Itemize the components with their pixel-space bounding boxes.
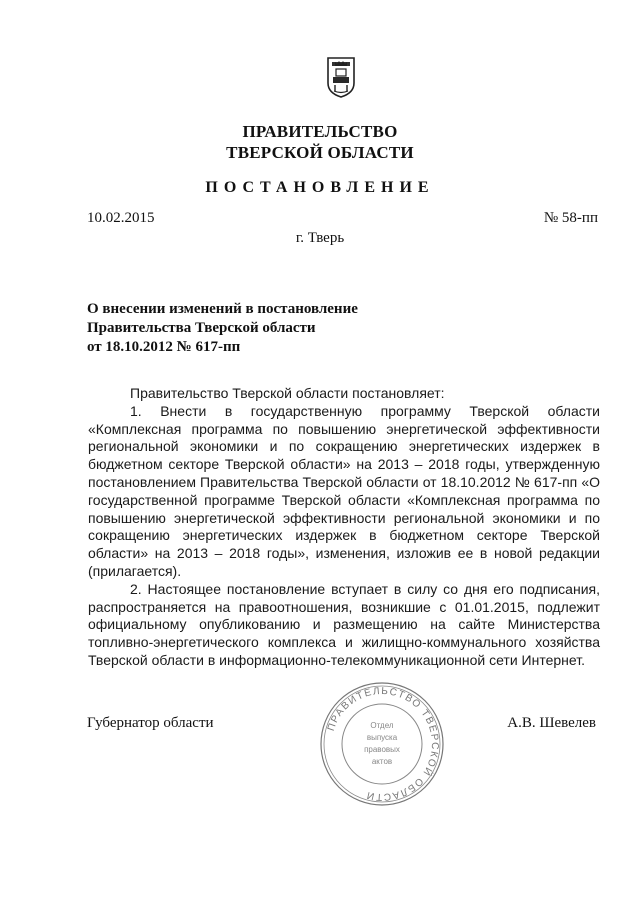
document-body [88, 385, 600, 670]
org-name-line1: ПРАВИТЕЛЬСТВО [242, 122, 398, 141]
official-seal-icon [318, 680, 446, 808]
document-date: 10.02.2015 [87, 210, 155, 226]
document-number: № 58-пп [543, 210, 598, 226]
seal-inner-text: правовых [364, 745, 400, 754]
seal-inner-text: актов [371, 757, 393, 766]
document-city: г. Тверь [295, 230, 345, 246]
document-type: ПОСТАНОВЛЕНИЕ [205, 179, 435, 196]
signer-name: А.В. Шевелев [507, 715, 596, 731]
title-line: О внесении изменений в постановление [87, 301, 358, 317]
svg-text:ПРАВИТЕЛЬСТВО ТВЕРСКОЙ ОБЛАСТИ [326, 686, 440, 802]
title-line: Правительства Тверской области [87, 320, 316, 336]
body-item-2: 2. Настоящее постановление вступает в силу со дня его подписания, распространяется на правоотношения, возникшие с 01.01.2015, подлежит официальному опубликованию и размещению на сайте Министерства топливно-энергетического комплекса и жилищно-коммунального хозяйства Тверской области в информационно-телекоммуникационной сети Интернет. [88, 580, 600, 668]
seal-ring-text: ПРАВИТЕЛЬСТВО ТВЕРСКОЙ ОБЛАСТИ [325, 685, 441, 803]
title-line: от 18.10.2012 № 617-пп [87, 339, 241, 355]
org-name-line2: ТВЕРСКОЙ ОБЛАСТИ [226, 143, 414, 162]
signer-position: Губернатор области [87, 715, 214, 731]
document-title [87, 300, 358, 357]
body-item-1: 1. Внести в государственную программу Тверской области «Комплексная программа по повышению энергетической эффективности региональной экономики и по сокращению энергетических издержек в бюджетном секторе Тверской области» на 2013 – 2018 годы, утвержденную постановлением Правительства Тверской области от 18.10.2012 № 617-пп «О государственной программе Тверской области «Комплексная программа по повышению энергетической эффективности региональной экономики и по сокращению энергетических издержек в бюджетном секторе Тверской области» на 2013 – 2018 годы», изменения, изложив ее в новой редакции (прилагается). [88, 402, 600, 579]
coat-of-arms-icon [326, 55, 356, 99]
body-intro: Правительство Тверской области постановляет: [130, 385, 445, 401]
seal-inner-text: Отдел [370, 721, 394, 730]
seal-inner-text: выпуска [366, 733, 398, 742]
